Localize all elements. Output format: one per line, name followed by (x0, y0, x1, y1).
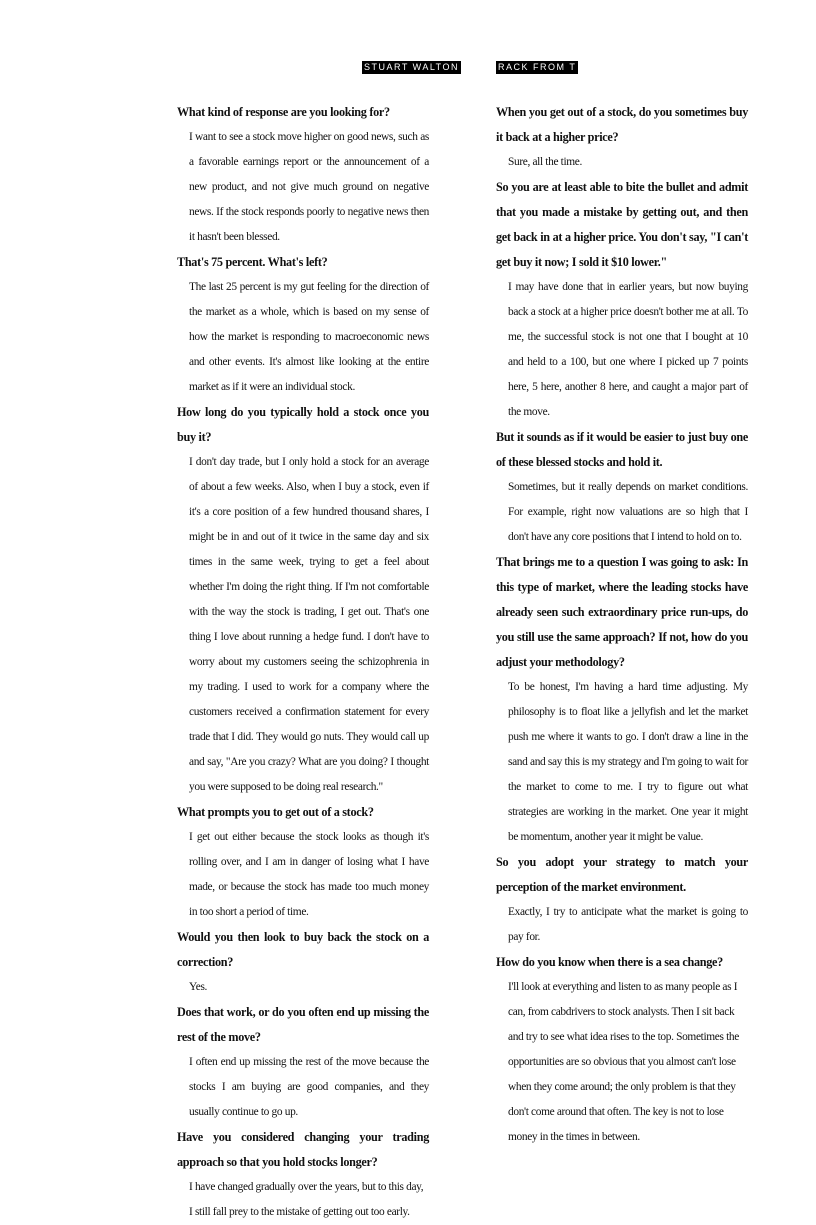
question: Would you then look to buy back the stock on a correction? (177, 930, 429, 969)
answer: The last 25 percent is my gut feeling for the direction of the market as a whole, which is based on my sense of how the market is responding to macroeconomic news and other events. It's almost like looking at the entire market as if it were an individual stock. (189, 281, 429, 393)
question: When you get out of a stock, do you sometimes buy it back at a higher price? (496, 105, 748, 144)
question: That brings me to a question I was going to ask: In this type of market, where the leading stocks have already seen such extraordinary price run-ups, do you still use the same approach? If not, how do you adjust your methodology? (496, 555, 748, 669)
question: What kind of response are you looking for? (177, 105, 390, 119)
running-header-title: RACK FROM T (498, 62, 577, 72)
answer: I often end up missing the rest of the move because the stocks I am buying are good companies, and they usually continue to go up. (189, 1056, 429, 1118)
question: How long do you typically hold a stock once you buy it? (177, 405, 429, 444)
answer: Exactly, I try to anticipate what the market is going to pay for. (508, 906, 748, 943)
question: What prompts you to get out of a stock? (177, 805, 374, 819)
question: So you adopt your strategy to match your perception of the market environment. (496, 855, 748, 894)
answer: To be honest, I'm having a hard time adjusting. My philosophy is to float like a jellyfish and let the market push me where it wants to go. I don't draw a line in the sand and say this is my strategy and I'm going to wait for the market to come to me. I try to figure out what strategies are working in the market. One year it might be momentum, another year it might be value. (508, 681, 748, 843)
question: How do you know when there is a sea change? (496, 955, 723, 969)
answer: I have changed gradually over the years, but to this day, I still fall prey to the mistake of getting out too early. (189, 1181, 424, 1218)
answer: I want to see a stock move higher on good news, such as a favorable earnings report or the announcement of a new product, and not give much ground on negative news. If the stock responds poorly to negative news then it hasn't been blessed. (189, 131, 429, 243)
answer: I'll look at everything and listen to as many people as I can, from cabdrivers to stock analysts. Then I sit back and try to see what idea rises to the top. Sometimes the opportunities are so obvious that you almost can't lose when they come around; the only problem is that they don't come around that often. The key is not to lose money in the times in between. (508, 981, 739, 1143)
question: So you are at least able to bite the bullet and admit that you made a mistake by getting out, and then get back in at a higher price. You don't say, "I can't get buy it now; I sold it $10 lower." (496, 180, 748, 269)
question: Have you considered changing your trading approach so that you hold stocks longer? (177, 1130, 429, 1169)
answer: I may have done that in earlier years, but now buying back a stock at a higher price doesn't bother me at all. To me, the successful stock is not one that I bought at 10 and held to a 100, but one where I picked up 7 points here, 5 here, another 8 here, and caught a major part of the move. (508, 281, 748, 418)
answer: Yes. (189, 981, 208, 993)
question: That's 75 percent. What's left? (177, 255, 328, 269)
right-text-column (496, 100, 748, 1150)
answer: Sometimes, but it really depends on market conditions. For example, right now valuations are so high that I don't have any core positions that I intend to hold on to. (508, 481, 748, 543)
left-text-column (177, 100, 429, 1225)
question: Does that work, or do you often end up missing the rest of the move? (177, 1005, 429, 1044)
running-header-author: STUART WALTON (364, 62, 460, 72)
question: But it sounds as if it would be easier to just buy one of these blessed stocks and hold it. (496, 430, 748, 469)
answer: Sure, all the time. (508, 156, 583, 168)
answer: I get out either because the stock looks as though it's rolling over, and I am in danger of losing what I have made, or because the stock has made too much money in too short a period of time. (189, 831, 429, 918)
answer: I don't day trade, but I only hold a stock for an average of about a few weeks. Also, when I buy a stock, even if it's a core position of a few hundred thousand shares, I might be in and out of it twice in the same day and six times in the same week, trying to get a feel about whether I'm doing the right thing. If I'm not comfortable with the way the stock is trading, I get out. That's one thing I love about running a hedge fund. I don't have to worry about my customers seeing the schizophrenia in my trading. I used to work for a company where the customers received a confirmation statement for every trade that I did. They would go nuts. They would call up and say, "Are you crazy? What are you doing? I thought you were supposed to be doing real research." (189, 456, 429, 793)
